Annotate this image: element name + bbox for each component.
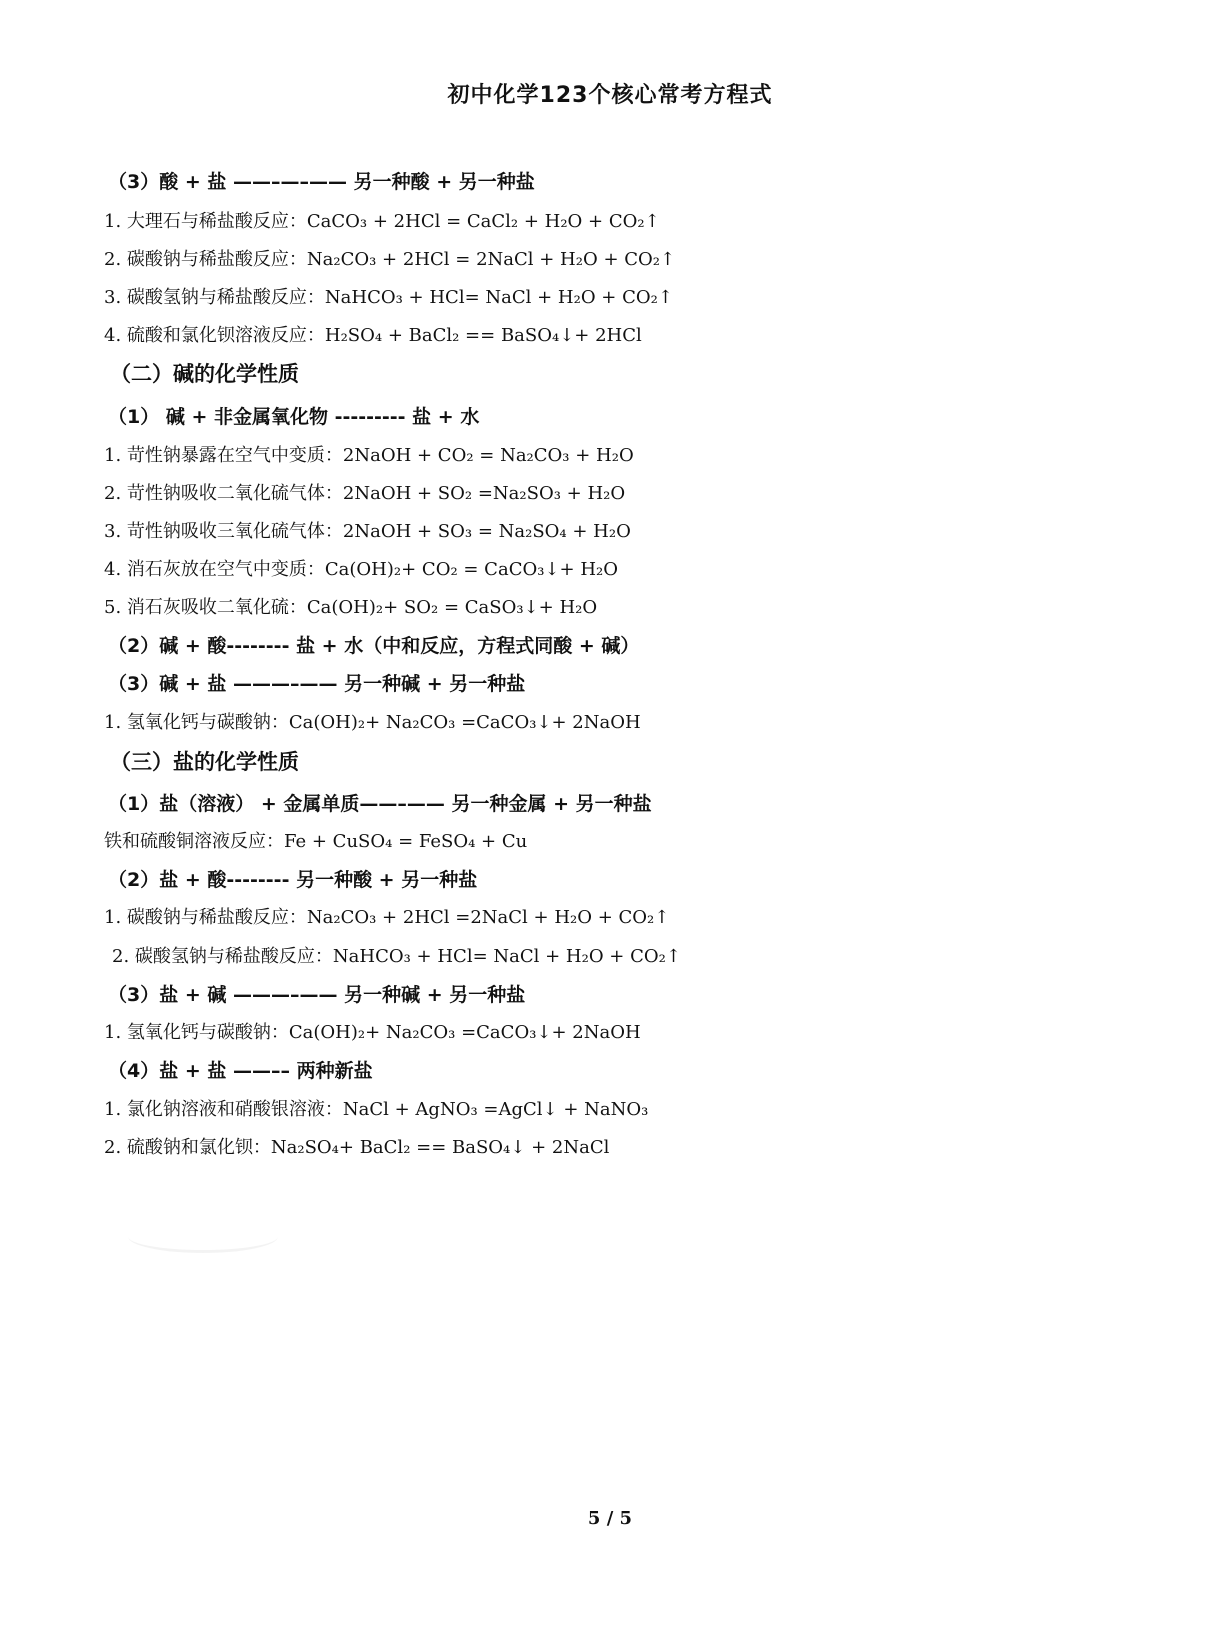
- equation-line: 3. 苛性钠吸收三氧化硫气体：2NaOH + SO₃ = Na₂SO₄ + H₂O: [104, 521, 631, 542]
- equation-line: 1. 大理石与稀盐酸反应：CaCO₃ + 2HCl = CaCl₂ + H₂O + CO₂↑: [104, 211, 660, 232]
- equation-line: 4. 消石灰放在空气中变质：Ca(OH)₂+ CO₂ = CaCO₃↓+ H₂O: [104, 559, 618, 580]
- section-heading-salt: （三）盐的化学性质: [110, 750, 299, 774]
- equation-line: 4. 硫酸和氯化钡溶液反应：H₂SO₄ + BaCl₂ == BaSO₄↓+ 2HCl: [104, 325, 642, 346]
- subheading-salt-salt: （4）盐 + 盐 ——–– 两种新盐: [108, 1060, 373, 1082]
- equation-line: 1. 碳酸钠与稀盐酸反应：Na₂CO₃ + 2HCl =2NaCl + H₂O + CO₂↑: [104, 907, 670, 928]
- subheading-salt-metal: （1）盐（溶液） + 金属单质——–—— 另一种金属 + 另一种盐: [108, 793, 652, 815]
- equation-line: 1. 苛性钠暴露在空气中变质：2NaOH + CO₂ = Na₂CO₃ + H₂O: [104, 445, 634, 466]
- equation-line: 2. 碳酸钠与稀盐酸反应：Na₂CO₃ + 2HCl = 2NaCl + H₂O + CO₂↑: [104, 249, 676, 270]
- section-heading-base: （二）碱的化学性质: [110, 362, 299, 386]
- subheading-base-nonmetal-oxide: （1） 碱 + 非金属氧化物 --------- 盐 + 水: [108, 406, 480, 428]
- subheading-base-acid: （2）碱 + 酸-------- 盐 + 水（中和反应，方程式同酸 + 碱）: [108, 635, 640, 657]
- equation-line: 1. 氢氧化钙与碳酸钠：Ca(OH)₂+ Na₂CO₃ =CaCO₃↓+ 2NaOH: [104, 1022, 641, 1043]
- equation-line: 2. 硫酸钠和氯化钡：Na₂SO₄+ BaCl₂ == BaSO₄↓ + 2NaCl: [104, 1137, 610, 1158]
- subheading-acid-salt: （3）酸 + 盐 ——–—–—— 另一种酸 + 另一种盐: [108, 171, 535, 193]
- subheading-salt-acid: （2）盐 + 酸-------- 另一种酸 + 另一种盐: [108, 869, 478, 891]
- equation-line: 2. 碳酸氢钠与稀盐酸反应：NaHCO₃ + HCl= NaCl + H₂O + CO₂↑: [112, 946, 681, 967]
- subheading-salt-base: （3）盐 + 碱 ———–—— 另一种碱 + 另一种盐: [108, 984, 526, 1006]
- equation-line: 1. 氢氧化钙与碳酸钠：Ca(OH)₂+ Na₂CO₃ =CaCO₃↓+ 2NaOH: [104, 712, 641, 733]
- scan-smudge: [128, 1220, 278, 1253]
- equation-line: 铁和硫酸铜溶液反应：Fe + CuSO₄ = FeSO₄ + Cu: [104, 831, 528, 852]
- equation-line: 2. 苛性钠吸收二氧化硫气体：2NaOH + SO₂ =Na₂SO₃ + H₂O: [104, 483, 626, 504]
- equation-line: 5. 消石灰吸收二氧化硫：Ca(OH)₂+ SO₂ = CaSO₃↓+ H₂O: [104, 597, 598, 618]
- subheading-base-salt: （3）碱 + 盐 ———–—— 另一种碱 + 另一种盐: [108, 673, 526, 695]
- page-title: 初中化学123个核心常考方程式: [447, 83, 773, 108]
- equation-line: 3. 碳酸氢钠与稀盐酸反应：NaHCO₃ + HCl= NaCl + H₂O + CO₂↑: [104, 287, 673, 308]
- page-number: 5 / 5: [587, 1508, 633, 1529]
- equation-line: 1. 氯化钠溶液和硝酸银溶液：NaCl + AgNO₃ =AgCl↓ + NaNO₃: [104, 1099, 649, 1120]
